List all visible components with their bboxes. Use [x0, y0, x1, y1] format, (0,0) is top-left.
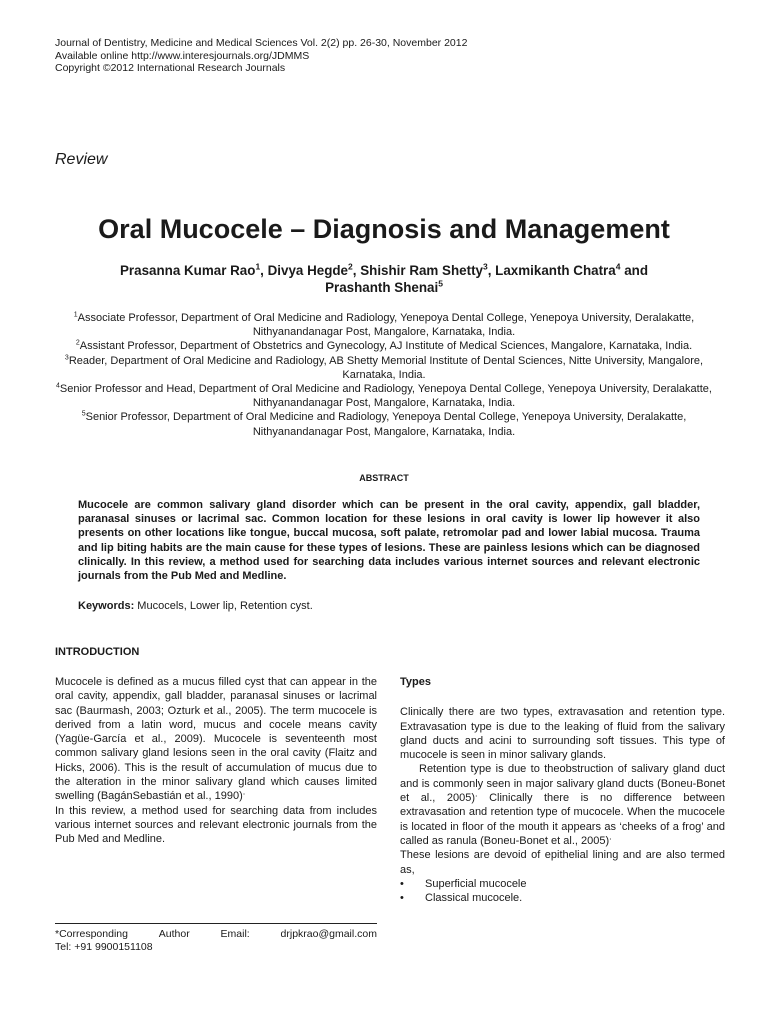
affiliation-text: Senior Professor, Department of Oral Medicine and Radiology, Yenepoya Dental College, Yenepoya University, Deralakatte, Nithyanandanagar Post, Mangalore, Karnataka, India. — [85, 411, 687, 438]
author-list — [60, 262, 708, 296]
types-heading: Types — [400, 676, 431, 688]
author-separator: , — [487, 263, 496, 278]
author-affil-mark: 5 — [438, 278, 443, 289]
affiliation-text: Associate Professor, Department of Oral Medicine and Radiology, Yenepoya Dental College, Yenepoya University, Deralakatte, Nithyanandanagar Post, Mangalore, Karnataka, India. — [77, 312, 695, 339]
types-list — [400, 877, 725, 906]
affiliation — [48, 382, 720, 410]
author-name: Divya Hegde — [267, 263, 349, 278]
affiliation — [48, 311, 720, 339]
author-affil-mark: 3 — [482, 261, 488, 272]
affiliation-mark: 2 — [75, 339, 80, 347]
types-paragraph: These lesions are devoid of epithelial lining and are also termed as, — [400, 849, 725, 876]
list-item: • Classical mucocele. — [400, 891, 725, 905]
types-paragraph-text: Clinically there is no difference between extravasation and retention type of mucocele. When the mucocele is located in floor of the mouth it appears as ‘cheeks of a frog’ and called as ranula (Boneu-Bonet et al., 2005) — [400, 792, 726, 847]
affiliation-mark: 5 — [81, 410, 86, 418]
journal-url[interactable]: Available online http://www.interesjournals.org/JDMMS — [55, 49, 310, 62]
author-email[interactable]: drjpkrao@gmail.com — [280, 928, 377, 940]
types-paragraph — [400, 762, 725, 848]
author-name: Laxmikanth Chatra — [495, 263, 616, 278]
journal-citation: Journal of Dentistry, Medicine and Medical Sciences Vol. 2(2) pp. 26-30, November 2012 — [55, 37, 468, 49]
author-affil-mark: 2 — [348, 261, 353, 272]
footnote-word: *Corresponding — [55, 928, 128, 940]
author-name: Shishir Ram Shetty — [360, 263, 483, 278]
article-title: Oral Mucocele – Diagnosis and Management — [98, 214, 670, 244]
intro-paragraph — [55, 675, 377, 804]
footnote-word: Author — [158, 928, 190, 940]
author-phone: Tel: +91 9900151108 — [55, 941, 153, 953]
affiliation-text: Senior Professor and Head, Department of Oral Medicine and Radiology, Yenepoya Dental College, Yenepoya University, Deralakatte, Nithyanandanagar Post, Mangalore, Karnataka, India. — [59, 383, 712, 410]
introduction-heading: INTRODUCTION — [55, 646, 140, 658]
affiliation-mark: 4 — [56, 382, 60, 390]
affiliation-text: Reader, Department of Oral Medicine and Radiology, AB Shetty Memorial Institute of Dental Sciences, Nitte University, Mangalore, Karnataka, India. — [68, 354, 704, 381]
author-affil-mark: 1 — [255, 261, 261, 272]
section-label: Review — [55, 151, 108, 168]
affiliation — [48, 410, 720, 438]
affiliation-mark: 3 — [64, 353, 69, 361]
types-paragraph-mark: . — [475, 788, 478, 799]
affiliation-mark: 1 — [73, 311, 78, 319]
types-paragraph-text: Retention type is due to theobstruction of salivary gland duct and is commonly seen in major salivary gland ducts (Boneu-Bonet et al., 2005) — [400, 763, 725, 805]
footnote-word: Email: — [220, 928, 250, 940]
author-separator: , — [260, 263, 268, 278]
abstract-text: Mucocele are common salivary gland disorder which can be present in the oral cavity, appendix, gall bladder, paranasal sinuses or lacrimal sac. Common location for these lesions in oral cavity is lower lip however it also presents on other locations like tongue, buccal mucosa, soft palate, retromolar pad and lower labial mucosa. Trauma and lip biting habits are the main cause for these types of lesions. These are painless lesions which can be diagnosed clinically. In this review, a method used for searching data includes various internet sources and relevant electronic journals from the Pub Med and Medline. — [78, 499, 700, 583]
footnote-divider — [55, 923, 377, 924]
copyright-notice: Copyright ©2012 International Research Journals — [55, 62, 286, 74]
intro-paragraph-text: Mucocele is defined as a mucus filled cyst that can appear in the oral cavity, appendix, gall bladder, paranasal sinuses or lacrimal sac (Baurmash, 2003; Ozturk et al., 2005). The term mucocele is derived from a latin word, mucus and cocele means cavity (Yagüe-García et al., 2009). Mucocele is seventeenth most common salivary gland lesions seen in the oral cavity (Flaitz and Hicks, 2006). This is the result of accumulation of mucus due to the alteration in the minor salivary gland which causes limited swelling (BagánSebastián et al., 1990) — [55, 676, 377, 803]
affiliation — [48, 354, 720, 382]
affiliation — [48, 339, 720, 353]
keywords-label: Keywords: — [78, 600, 135, 612]
journal-header — [55, 37, 467, 75]
author-affil-mark: 4 — [615, 261, 621, 272]
author-separator: , — [352, 263, 361, 278]
intro-paragraph: In this review, a method used for searching data from includes various internet sources and relevant electronic journals from the Pub Med and Medline. — [55, 804, 377, 846]
list-item: • Superficial mucocele — [400, 877, 725, 891]
keywords — [78, 600, 313, 612]
affiliation-list — [48, 311, 720, 439]
author-name: Prasanna Kumar Rao — [119, 263, 256, 278]
keywords-text: Mucocels, Lower lip, Retention cyst. — [134, 600, 313, 612]
author-name: Prashanth Shenai — [325, 280, 439, 295]
types-paragraph: Clinically there are two types, extravasation and retention type. Extravasation type is due to the leaking of fluid from the salivary gland ducts and acini to surrounding soft tissues. This type of mucocele is seen in minor salivary glands. — [400, 706, 725, 762]
types-paragraph-end: . — [609, 831, 612, 842]
footnote — [55, 928, 377, 954]
abstract-heading: ABSTRACT — [359, 473, 409, 483]
intro-paragraph-end: . — [242, 786, 246, 797]
corresponding-author-line — [55, 928, 377, 941]
left-column — [55, 675, 377, 847]
right-column — [400, 675, 725, 905]
affiliation-text: Assistant Professor, Department of Obstetrics and Gynecology, AJ Institute of Medical Sciences, Mangalore, Karnataka, India. — [79, 340, 693, 353]
author-separator: and — [620, 263, 648, 278]
